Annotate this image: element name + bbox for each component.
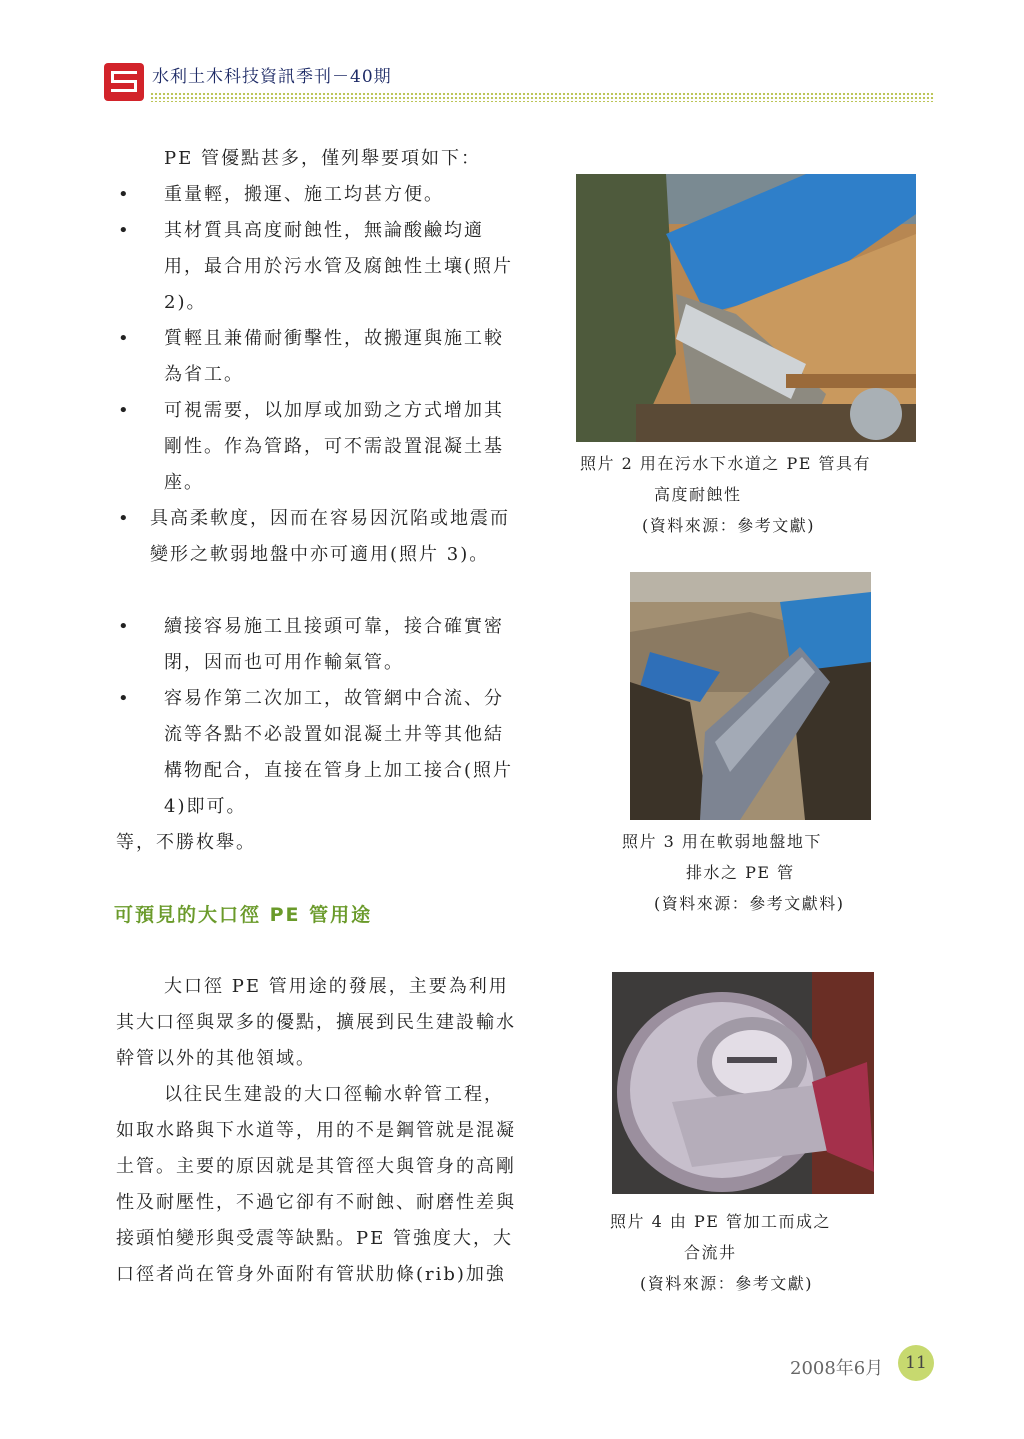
bullet-icon: • bbox=[118, 220, 131, 241]
photo-caption: 合流井 bbox=[684, 1243, 737, 1262]
paragraph: 大口徑 PE 管用途的發展，主要為利用其大口徑與眾多的優點，擴展到民生建設輸水幹管以外的其他領域。 bbox=[116, 976, 516, 1069]
photo-source: (資料來源：參考文獻料) bbox=[654, 894, 845, 913]
photo-source: (資料來源：參考文獻) bbox=[642, 516, 815, 535]
intro-text: PE 管優點甚多，僅列舉要項如下： bbox=[164, 148, 481, 169]
journal-title: 水利土木科技資訊季刊－40期 bbox=[152, 67, 392, 87]
closing-text: 等，不勝枚舉。 bbox=[116, 832, 256, 853]
photo-caption: 照片 2 用在污水下水道之 PE 管具有 bbox=[580, 454, 871, 473]
list-item-text: 續接容易施工且接頭可靠，接合確實密閉，因而也可用作輸氣管。 bbox=[164, 616, 504, 673]
bullet-icon: • bbox=[118, 400, 131, 421]
section-heading: 可預見的大口徑 PE 管用途 bbox=[114, 904, 373, 926]
list-item-text: 容易作第二次加工，故管網中合流、分流等各點不必設置如混凝土井等其他結構物配合，直接在管身上加工接合(照片 4)即可。 bbox=[164, 688, 514, 817]
photo-sewer-trench bbox=[576, 174, 916, 442]
photo-caption: 排水之 PE 管 bbox=[686, 863, 795, 882]
journal-logo-icon bbox=[104, 63, 144, 101]
photo-caption: 高度耐蝕性 bbox=[654, 485, 742, 504]
list-item-text: 重量輕，搬運、施工均甚方便。 bbox=[164, 184, 444, 205]
bullet-icon: • bbox=[118, 508, 131, 529]
list-item-text: 其材質具高度耐蝕性，無論酸鹼均適用，最合用於污水管及腐蝕性土壤(照片 2)。 bbox=[164, 220, 514, 313]
photo-caption: 照片 3 用在軟弱地盤地下 bbox=[622, 832, 822, 851]
header-dotted-rule bbox=[150, 92, 934, 102]
photo-caption: 照片 4 由 PE 管加工而成之 bbox=[610, 1212, 831, 1231]
bullet-icon: • bbox=[118, 616, 131, 637]
list-item-text: 可視需要，以加厚或加勁之方式增加其剛性。作為管路，可不需設置混凝土基座。 bbox=[164, 400, 504, 493]
bullet-icon: • bbox=[118, 184, 131, 205]
list-item-text: 具高柔軟度，因而在容易因沉陷或地震而變形之軟弱地盤中亦可適用(照片 3)。 bbox=[150, 508, 510, 565]
page-number: 11 bbox=[898, 1345, 934, 1381]
photo-confluence-well bbox=[612, 972, 874, 1194]
photo-soft-ground-pipe bbox=[630, 572, 871, 820]
photo-source: (資料來源：參考文獻) bbox=[640, 1274, 813, 1293]
bullet-icon: • bbox=[118, 328, 131, 349]
bullet-icon: • bbox=[118, 688, 131, 709]
paragraph: 以往民生建設的大口徑輸水幹管工程，如取水路與下水道等，用的不是鋼管就是混凝土管。主要的原因就是其管徑大與管身的高剛性及耐壓性，不過它卻有不耐蝕、耐磨性差與接頭怕變形與受震等缺點。PE 管強度大，大口徑者尚在管身外面附有管狀肋條(rib)加強 bbox=[116, 1084, 516, 1285]
list-item-text: 質輕且兼備耐衝擊性，故搬運與施工較為省工。 bbox=[164, 328, 504, 385]
issue-date: 2008年6月 bbox=[790, 1358, 884, 1379]
